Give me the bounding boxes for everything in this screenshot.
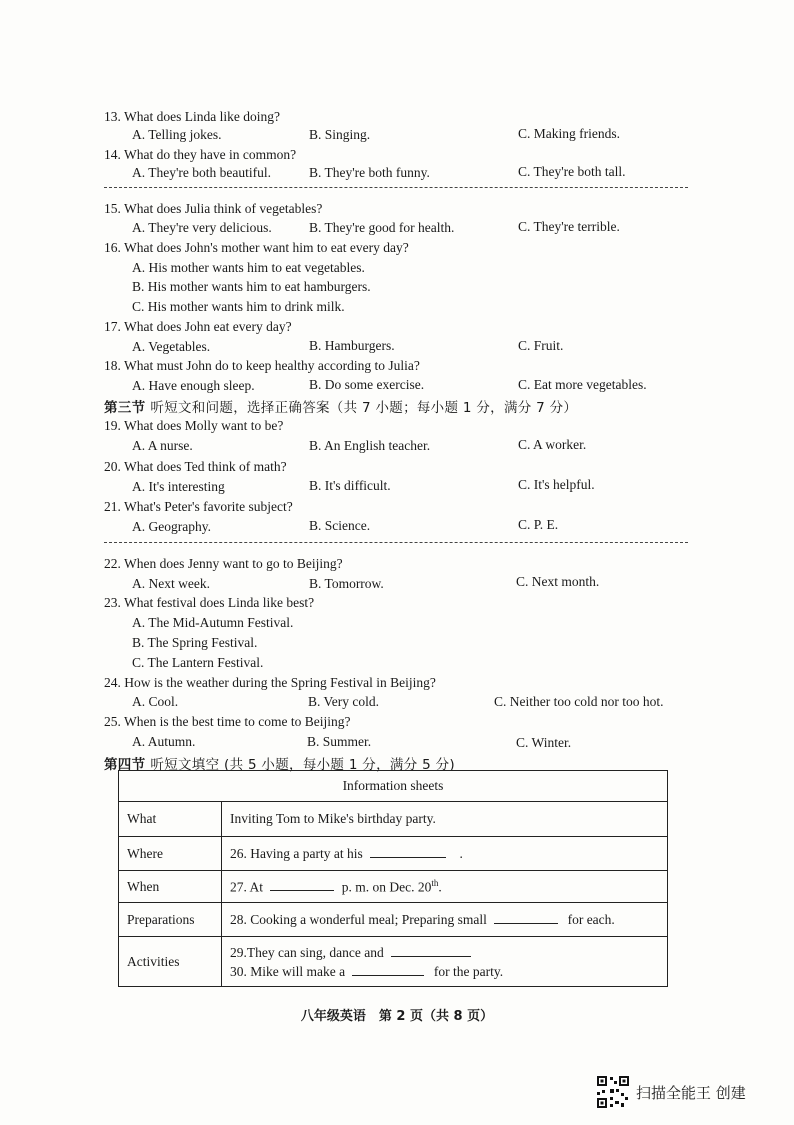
table-row <box>119 871 668 903</box>
q15-option-b: B. They're good for health. <box>309 220 455 235</box>
section-4-instructions: 听短文填空 (共 5 小题，每小题 1 分，满分 5 分) <box>150 757 455 773</box>
q13-option-c: C. Making friends. <box>518 126 620 141</box>
q18-option-c: C. Eat more vegetables. <box>518 377 647 392</box>
row-label-activities: Activities <box>119 937 222 987</box>
q20-option-b: B. It's difficult. <box>309 478 391 493</box>
q23-option-a: A. The Mid-Autumn Festival. <box>132 615 294 630</box>
q25-option-a: A. Autumn. <box>132 734 196 749</box>
section-3-title: 第三节 <box>104 400 146 416</box>
q19-option-b: B. An English teacher. <box>309 438 431 453</box>
blank-30[interactable] <box>352 964 424 976</box>
question-17: 17. What does John eat every day? <box>104 319 292 334</box>
question-19: 19. What does Molly want to be? <box>104 418 284 433</box>
row-label-where: Where <box>119 837 222 871</box>
q21-option-c: C. P. E. <box>518 517 559 532</box>
activities-line-29 <box>230 943 659 962</box>
question-20: 20. What does Ted think of math? <box>104 459 287 474</box>
blank-27-text: 27. At <box>230 879 264 895</box>
blank-27[interactable] <box>270 879 334 891</box>
section-4-title: 第四节 <box>104 757 146 773</box>
table-row <box>119 937 668 987</box>
q19-option-c: C. A worker. <box>518 437 587 452</box>
blank-28[interactable] <box>494 912 558 924</box>
row-content-preparations <box>222 903 668 937</box>
question-24: 24. How is the weather during the Spring Festival in Beijing? <box>104 675 436 690</box>
q22-option-c: C. Next month. <box>516 574 600 589</box>
question-18: 18. What must John do to keep healthy according to Julia? <box>104 358 420 373</box>
question-15: 15. What does Julia think of vegetables? <box>104 201 323 216</box>
q21-option-b: B. Science. <box>309 518 371 533</box>
blank-26-text: 26. Having a party at his <box>230 845 363 861</box>
row-content-where <box>222 837 668 871</box>
question-13: 13. What does Linda like doing? <box>104 109 280 124</box>
q16-option-c: C. His mother wants him to drink milk. <box>132 299 345 314</box>
table-row <box>119 802 668 837</box>
section-3-instructions: 听短文和问题，选择正确答案（共 7 小题；每小题 1 分，满分 7 分） <box>150 400 578 416</box>
watermark-text: 扫描全能王 创建 <box>636 1083 746 1102</box>
question-14: 14. What do they have in common? <box>104 147 297 162</box>
q15-option-a: A. They're very delicious. <box>132 220 272 235</box>
q25-option-c: C. Winter. <box>516 735 572 750</box>
q17-option-a: A. Vegetables. <box>132 339 211 354</box>
section-3-heading <box>104 396 577 416</box>
blank-27-end: . <box>438 879 442 895</box>
q15-option-c: C. They're terrible. <box>518 219 620 234</box>
row-content-activities <box>222 937 668 987</box>
blank-27-after: p. m. on Dec. 20 <box>341 879 432 895</box>
row-label-preparations: Preparations <box>119 903 222 937</box>
q14-option-a: A. They're both beautiful. <box>132 165 272 180</box>
q24-option-b: B. Very cold. <box>308 694 379 709</box>
dashed-divider <box>104 542 688 543</box>
table-row <box>119 837 668 871</box>
q16-option-b: B. His mother wants him to eat hamburgers. <box>132 279 371 294</box>
question-25: 25. When is the best time to come to Beijing? <box>104 714 351 729</box>
q14-option-c: C. They're both tall. <box>518 164 626 179</box>
table-row <box>119 903 668 937</box>
q23-option-b: B. The Spring Festival. <box>132 635 258 650</box>
page-footer: 八年级英语 第 2 页（共 8 页） <box>300 1009 494 1024</box>
question-16: 16. What does John's mother want him to eat every day? <box>104 240 409 255</box>
q19-option-a: A. A nurse. <box>132 438 193 453</box>
blank-26-end: . <box>459 845 463 861</box>
blank-26[interactable] <box>370 846 446 858</box>
q17-option-b: B. Hamburgers. <box>309 338 395 353</box>
q16-option-a: A. His mother wants him to eat vegetables. <box>132 260 365 275</box>
blank-30-after: for the party. <box>433 963 504 979</box>
q13-option-a: A. Telling jokes. <box>132 127 222 142</box>
question-22: 22. When does Jenny want to go to Beijing? <box>104 556 343 571</box>
question-21: 21. What's Peter's favorite subject? <box>104 499 293 514</box>
q24-option-c: C. Neither too cold nor too hot. <box>494 694 664 709</box>
question-23: 23. What festival does Linda like best? <box>104 595 315 610</box>
blank-30-text: 30. Mike will make a <box>230 963 346 979</box>
blank-28-text: 28. Cooking a wonderful meal; Preparing small <box>230 911 487 927</box>
q20-option-c: C. It's helpful. <box>518 477 595 492</box>
row-content-when <box>222 871 668 903</box>
blank-29-text: 29.They can sing, dance and <box>230 944 384 960</box>
q24-option-a: A. Cool. <box>132 694 179 709</box>
q20-option-a: A. It's interesting <box>132 479 225 494</box>
qr-code-icon <box>596 1075 630 1109</box>
dashed-divider <box>104 187 688 188</box>
q25-option-b: B. Summer. <box>307 734 372 749</box>
q22-option-b: B. Tomorrow. <box>309 576 384 591</box>
table-header: Information sheets <box>119 771 668 802</box>
row-label-what: What <box>119 802 222 837</box>
q18-option-b: B. Do some exercise. <box>309 377 425 392</box>
row-content-what: Inviting Tom to Mike's birthday party. <box>222 802 668 837</box>
row-label-when: When <box>119 871 222 903</box>
blank-29[interactable] <box>391 945 471 957</box>
q18-option-a: A. Have enough sleep. <box>132 378 255 393</box>
q17-option-c: C. Fruit. <box>518 338 564 353</box>
q22-option-a: A. Next week. <box>132 576 210 591</box>
q13-option-b: B. Singing. <box>309 127 371 142</box>
q21-option-a: A. Geography. <box>132 519 211 534</box>
information-sheet-table <box>118 770 668 987</box>
blank-28-after: for each. <box>567 911 615 927</box>
q23-option-c: C. The Lantern Festival. <box>132 655 264 670</box>
q14-option-b: B. They're both funny. <box>309 165 430 180</box>
scanner-watermark <box>596 1075 746 1109</box>
date-superscript: th <box>431 877 439 888</box>
activities-line-30 <box>230 962 659 981</box>
